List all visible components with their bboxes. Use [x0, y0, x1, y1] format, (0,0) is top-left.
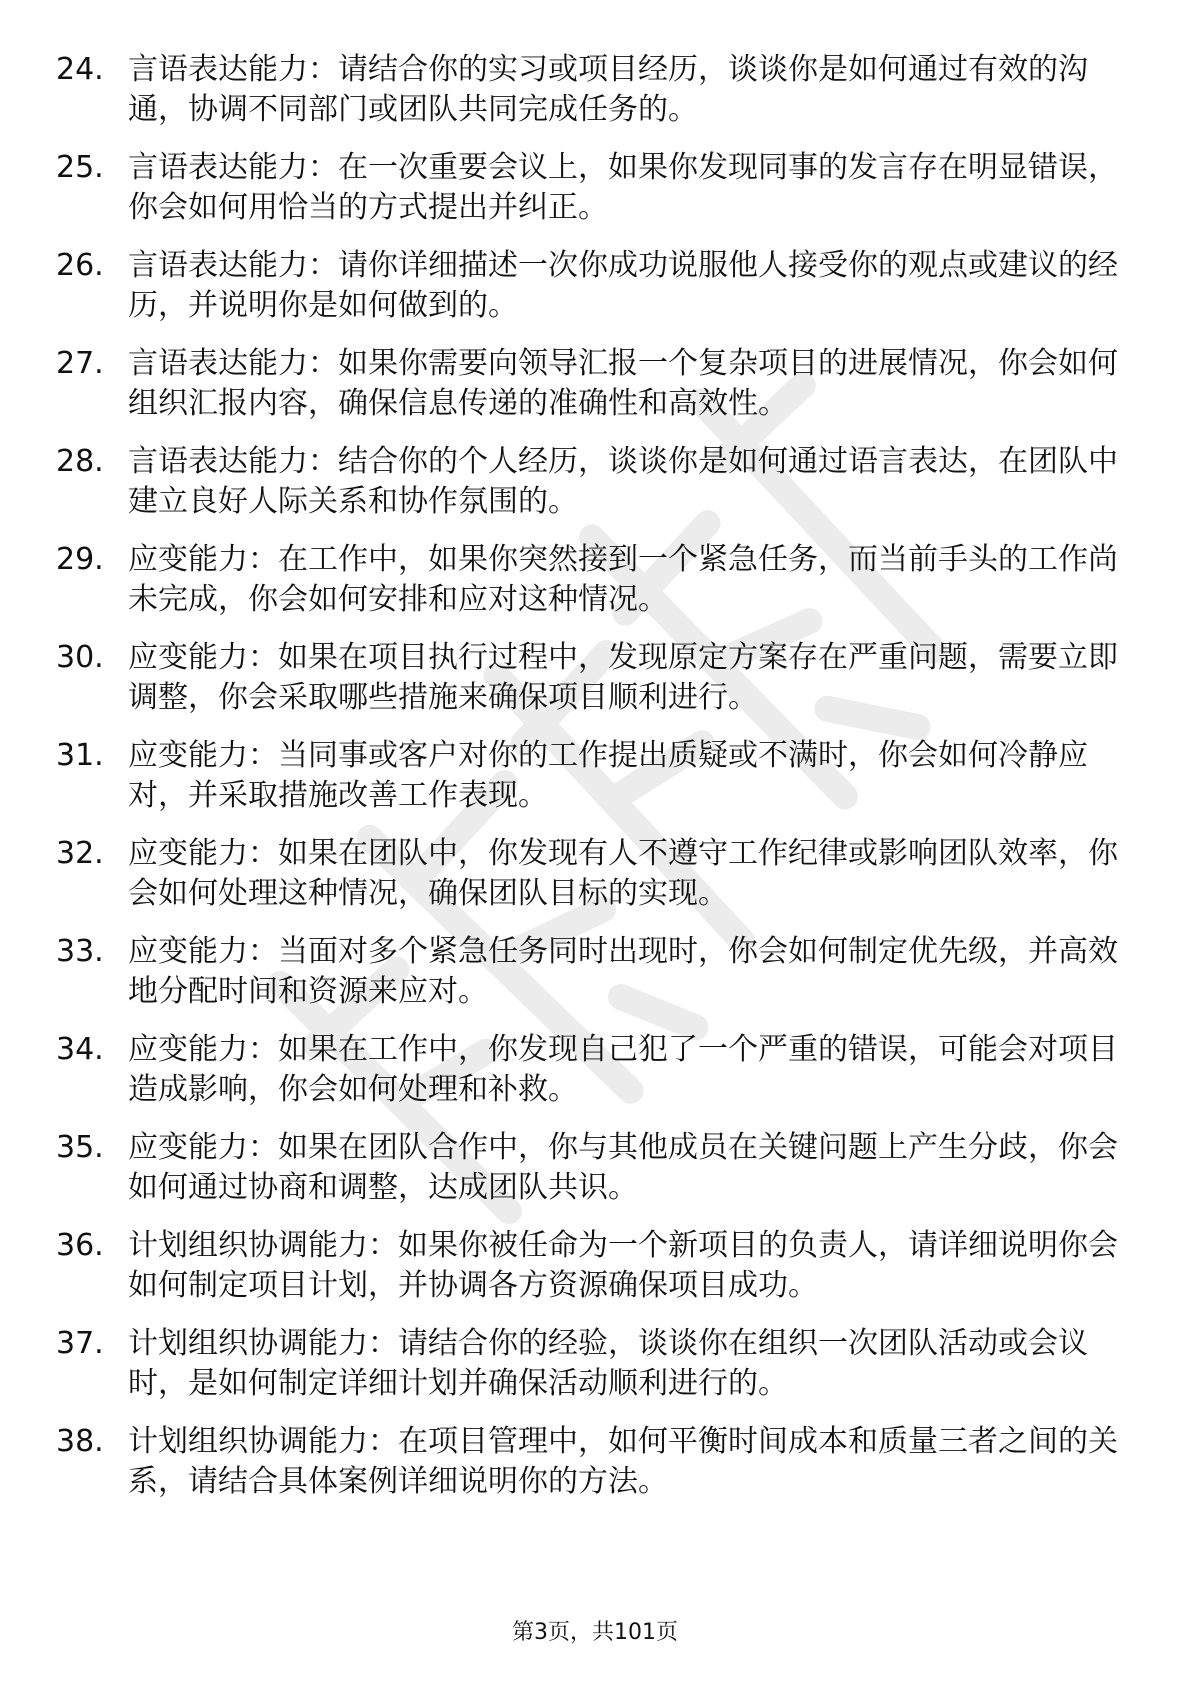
question-number: 36. — [56, 1228, 104, 1263]
question-item-33 — [56, 932, 1126, 1012]
question-item-26 — [56, 246, 1126, 326]
question-number: 37. — [56, 1326, 104, 1361]
question-item-35 — [56, 1128, 1126, 1208]
question-item-27 — [56, 344, 1126, 424]
question-item-32 — [56, 834, 1126, 914]
question-text: 应变能力：如果在团队中，你发现有人不遵守工作纪律或影响团队效率，你会如何处理这种情况，确保团队目标的实现。 — [128, 836, 1118, 911]
question-text: 应变能力：当同事或客户对你的工作提出质疑或不满时，你会如何冷静应对，并采取措施改善工作表现。 — [128, 738, 1088, 813]
question-number: 30. — [56, 640, 104, 675]
question-number: 24. — [56, 52, 104, 87]
question-text: 言语表达能力：请结合你的实习或项目经历，谈谈你是如何通过有效的沟通，协调不同部门或团队共同完成任务的。 — [128, 52, 1088, 127]
question-text: 计划组织协调能力：请结合你的经验，谈谈你在组织一次团队活动或会议时，是如何制定详细计划并确保活动顺利进行的。 — [128, 1326, 1088, 1401]
question-list — [56, 50, 1126, 1520]
question-text: 计划组织协调能力：在项目管理中，如何平衡时间成本和质量三者之间的关系，请结合具体案例详细说明你的方法。 — [128, 1424, 1118, 1499]
question-item-28 — [56, 442, 1126, 522]
question-number: 38. — [56, 1424, 104, 1459]
question-text: 应变能力：当面对多个紧急任务同时出现时，你会如何制定优先级，并高效地分配时间和资源来应对。 — [128, 934, 1118, 1009]
question-text: 应变能力：如果在工作中，你发现自己犯了一个严重的错误，可能会对项目造成影响，你会如何处理和补救。 — [128, 1032, 1118, 1107]
question-number: 25. — [56, 150, 104, 185]
question-number: 35. — [56, 1130, 104, 1165]
question-item-25 — [56, 148, 1126, 228]
question-item-36 — [56, 1226, 1126, 1306]
question-number: 28. — [56, 444, 104, 479]
question-text: 应变能力：在工作中，如果你突然接到一个紧急任务，而当前手头的工作尚未完成，你会如何安排和应对这种情况。 — [128, 542, 1118, 617]
question-text: 言语表达能力：如果你需要向领导汇报一个复杂项目的进展情况，你会如何组织汇报内容，确保信息传递的准确性和高效性。 — [128, 346, 1118, 421]
question-number: 31. — [56, 738, 104, 773]
page-footer — [0, 1618, 1190, 1648]
question-item-37 — [56, 1324, 1126, 1404]
question-item-24 — [56, 50, 1126, 130]
question-text: 言语表达能力：结合你的个人经历，谈谈你是如何通过语言表达，在团队中建立良好人际关系和协作氛围的。 — [128, 444, 1118, 519]
question-text: 应变能力：如果在团队合作中，你与其他成员在关键问题上产生分歧，你会如何通过协商和调整，达成团队共识。 — [128, 1130, 1118, 1205]
question-item-38 — [56, 1422, 1126, 1502]
page-number-label: 第3页，共101页 — [512, 1620, 678, 1645]
question-number: 33. — [56, 934, 104, 969]
question-item-30 — [56, 638, 1126, 718]
question-text: 计划组织协调能力：如果你被任命为一个新项目的负责人，请详细说明你会如何制定项目计划，并协调各方资源确保项目成功。 — [128, 1228, 1118, 1303]
question-text: 应变能力：如果在项目执行过程中，发现原定方案存在严重问题，需要立即调整，你会采取哪些措施来确保项目顺利进行。 — [128, 640, 1118, 715]
question-number: 32. — [56, 836, 104, 871]
question-number: 27. — [56, 346, 104, 381]
question-item-31 — [56, 736, 1126, 816]
question-text: 言语表达能力：请你详细描述一次你成功说服他人接受你的观点或建议的经历，并说明你是如何做到的。 — [128, 248, 1118, 323]
question-number: 26. — [56, 248, 104, 283]
question-item-34 — [56, 1030, 1126, 1110]
question-text: 言语表达能力：在一次重要会议上，如果你发现同事的发言存在明显错误，你会如何用恰当的方式提出并纠正。 — [128, 150, 1118, 225]
question-item-29 — [56, 540, 1126, 620]
question-number: 34. — [56, 1032, 104, 1067]
question-number: 29. — [56, 542, 104, 577]
